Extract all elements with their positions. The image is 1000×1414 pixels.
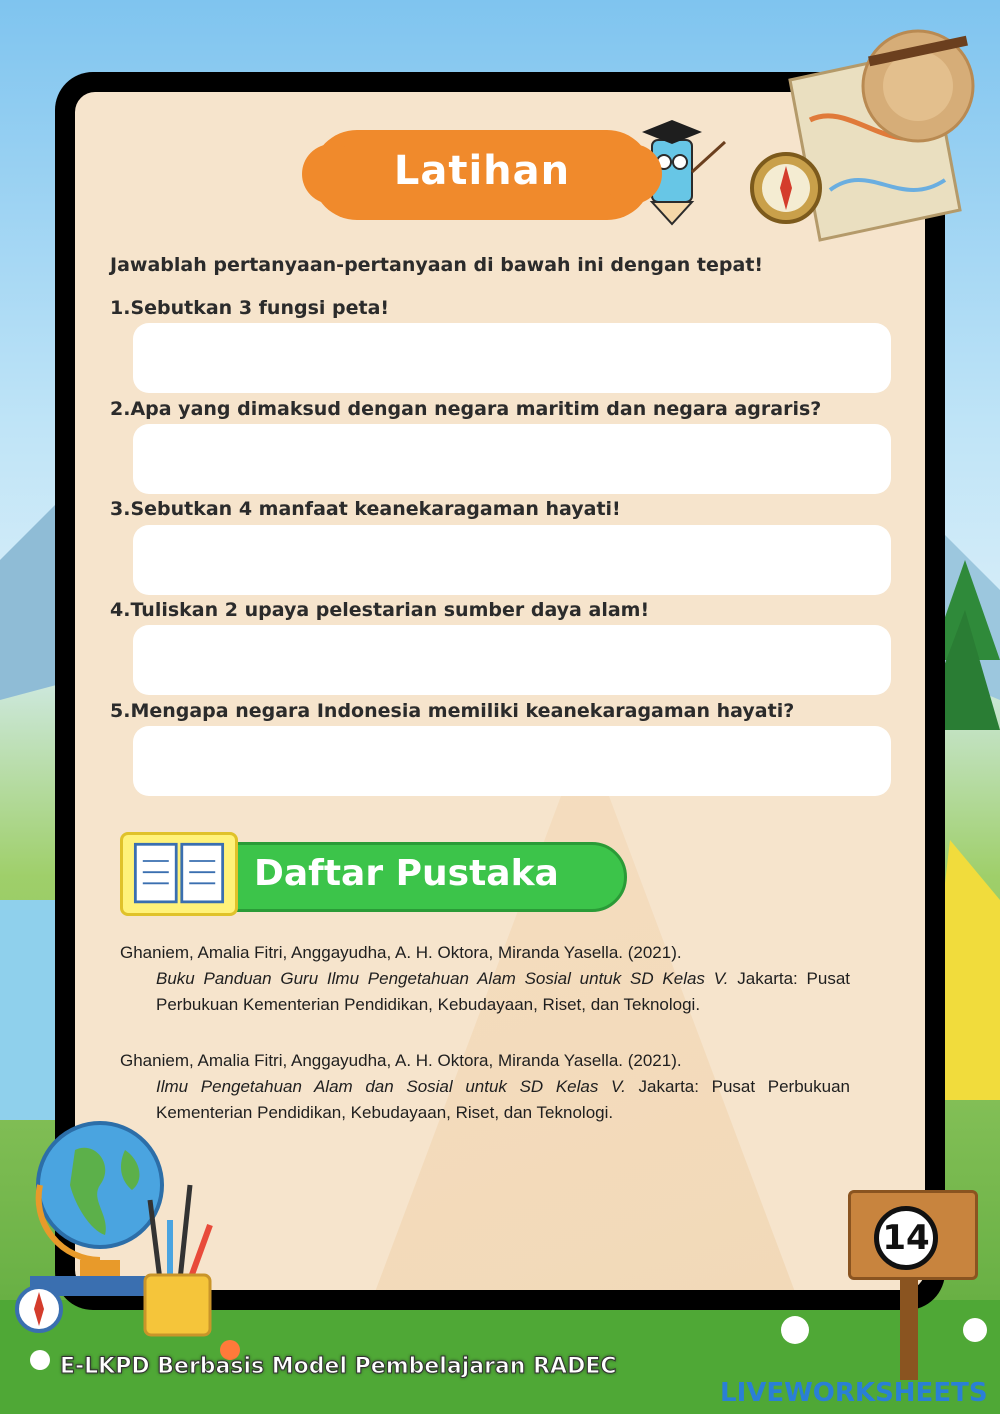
flower-4 [963, 1318, 987, 1342]
compass-icon [748, 150, 824, 226]
question-5-label: 5.Mengapa negara Indonesia memiliki keanekaragaman hayati? [110, 700, 795, 722]
answer-1-input[interactable] [133, 323, 891, 393]
reference-entry-2 [120, 1048, 850, 1126]
pencil-cup-icon [135, 1180, 225, 1340]
answer-2-input[interactable] [133, 424, 891, 494]
answer-5-input[interactable] [133, 726, 891, 796]
open-book-icon [120, 832, 238, 916]
reference-2-publisher: Jakarta: Pusat Perbukuan Kementerian Pendidikan, Kebudayaan, Riset, dan Teknologi. [156, 1077, 850, 1122]
reference-1-publisher: Jakarta: Pusat Perbukuan Kementerian Pendidikan, Kebudayaan, Riset, dan Teknologi. [156, 969, 850, 1014]
explorer-hat-icon [858, 26, 978, 146]
question-3-label: 3.Sebutkan 4 manfaat keanekaragaman hayati! [110, 498, 621, 520]
reference-1-authors: Ghaniem, Amalia Fitri, Anggayudha, A. H. Oktora, Miranda Yasella. (2021). [120, 943, 682, 962]
reference-2-title: Ilmu Pengetahuan Alam dan Sosial untuk SD Kelas V. [156, 1077, 626, 1096]
reference-1-title: Buku Panduan Guru Ilmu Pengetahuan Alam Sosial untuk SD Kelas V. [156, 969, 729, 988]
bibliography-heading: Daftar Pustaka [254, 853, 559, 894]
small-compass-icon [14, 1284, 64, 1334]
page-number: 14 [874, 1206, 938, 1270]
instruction-text: Jawablah pertanyaan-pertanyaan di bawah ini dengan tepat! [110, 254, 764, 276]
reference-2-authors: Ghaniem, Amalia Fitri, Anggayudha, A. H. Oktora, Miranda Yasella. (2021). [120, 1051, 682, 1070]
flower-2 [781, 1316, 809, 1344]
sign-post [900, 1270, 918, 1380]
reference-entry-1 [120, 940, 850, 1018]
question-4-label: 4.Tuliskan 2 upaya pelestarian sumber daya alam! [110, 599, 650, 621]
footer-text: E-LKPD Berbasis Model Pembelajaran RADEC [60, 1354, 617, 1379]
brand-logo: LIVEWORKSHEETS [720, 1378, 988, 1408]
question-2-label: 2.Apa yang dimaksud dengan negara maritim dan negara agraris? [110, 398, 822, 420]
answer-3-input[interactable] [133, 525, 891, 595]
page-title: Latihan [393, 148, 571, 194]
answer-4-input[interactable] [133, 625, 891, 695]
flower-1 [30, 1350, 50, 1370]
question-1-label: 1.Sebutkan 3 fungsi peta! [110, 297, 390, 319]
